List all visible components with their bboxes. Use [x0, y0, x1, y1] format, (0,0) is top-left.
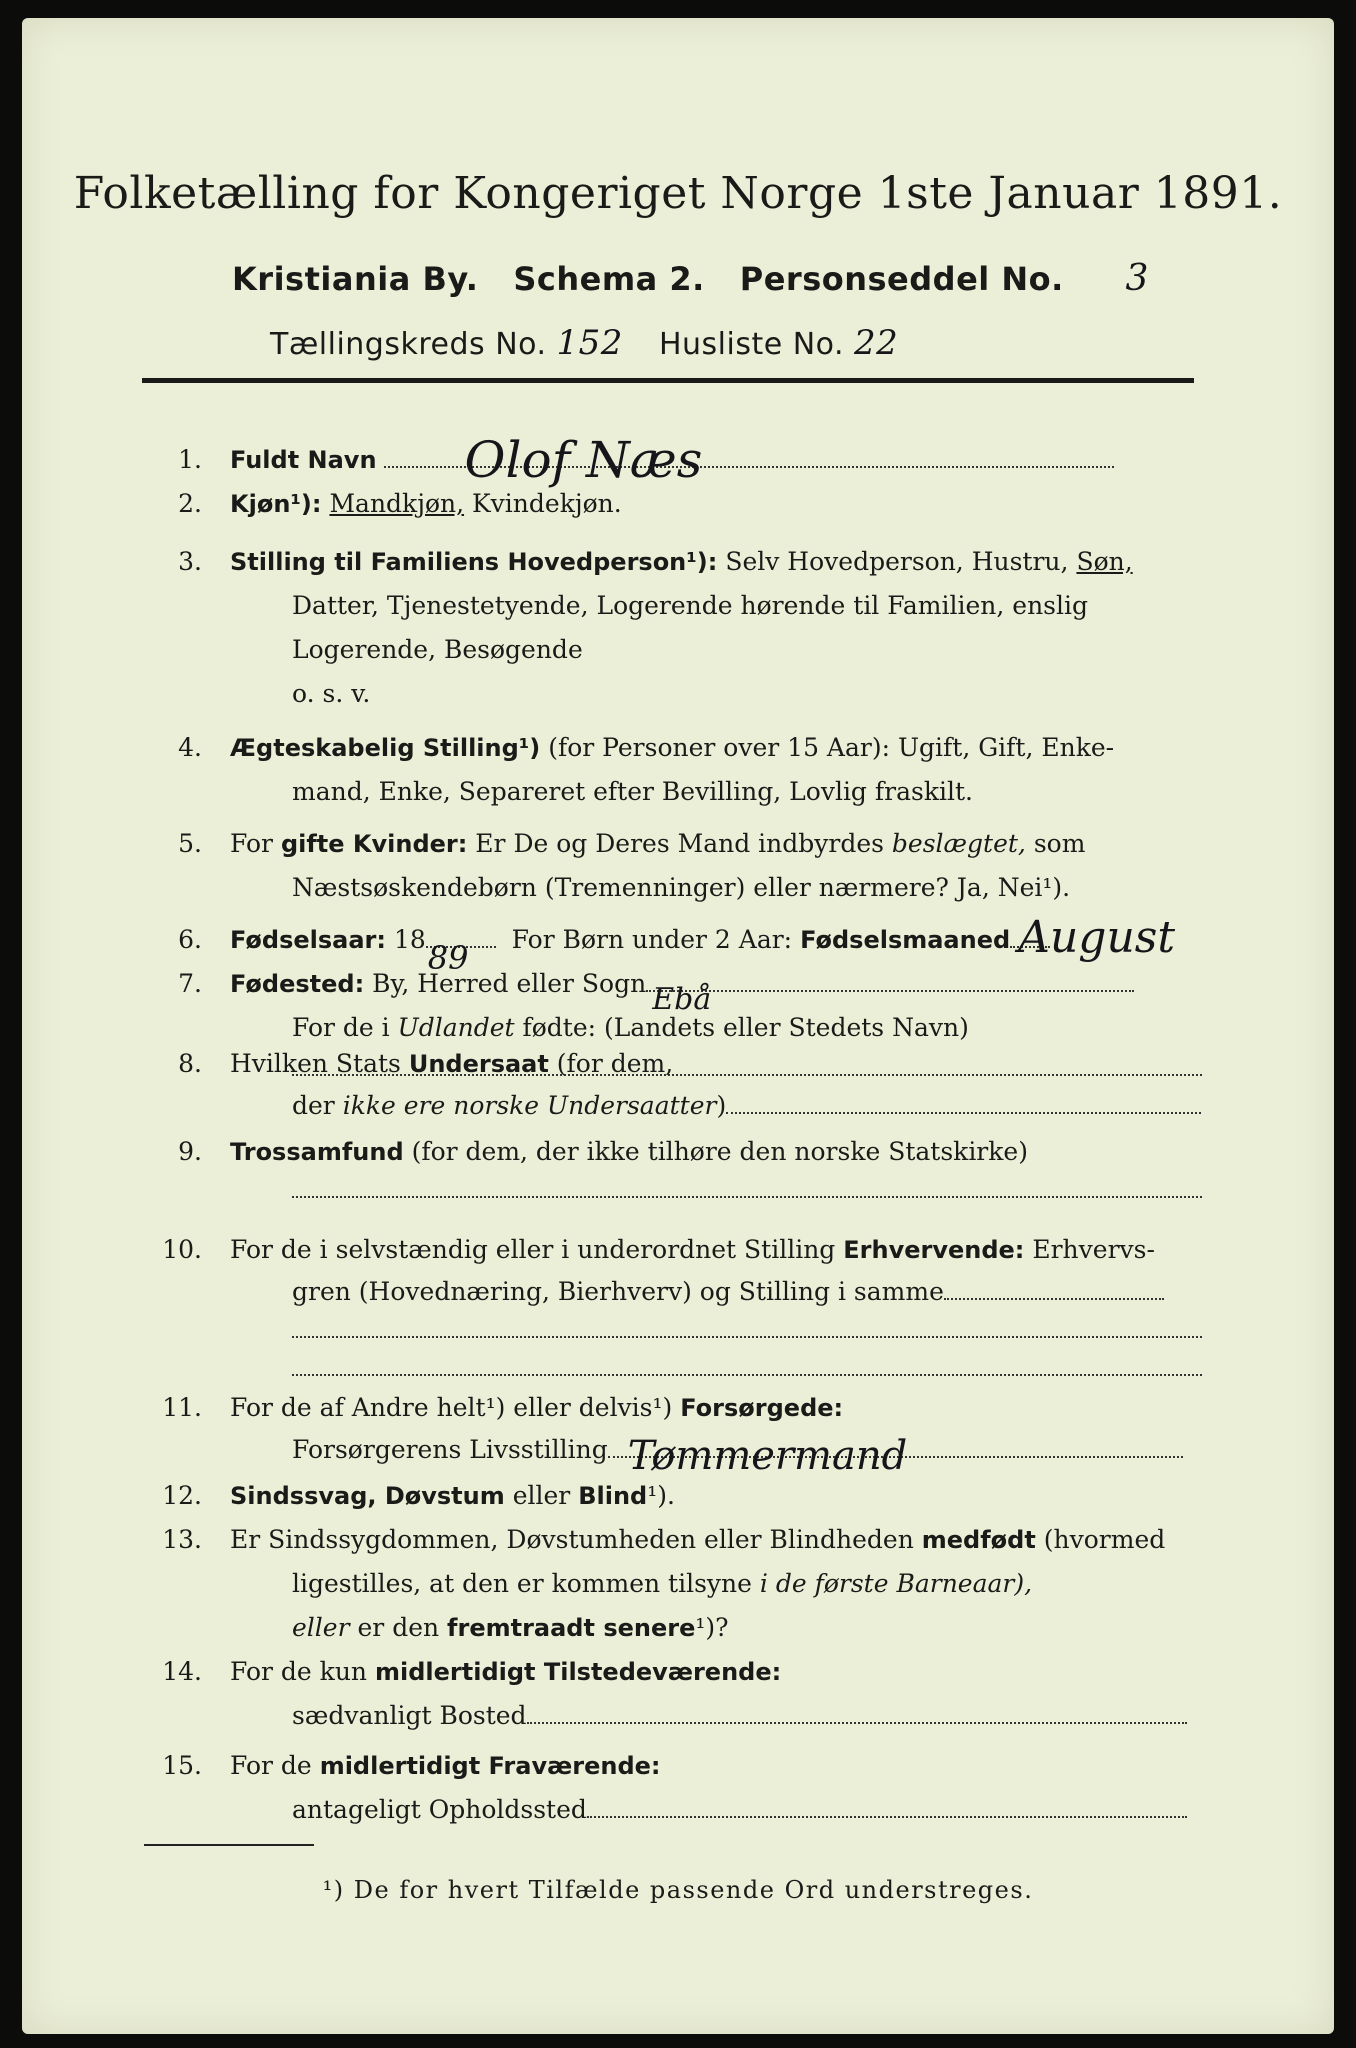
item-number: 11. — [162, 1393, 202, 1422]
full-name-label: Fuldt Navn — [230, 446, 377, 474]
item-text — [230, 1518, 1202, 1562]
item-text: mand, Enke, Separeret efter Bevilling, Lovlig fraskilt. — [292, 777, 973, 806]
disability-label: Sindssvag, Døvstum — [230, 1482, 505, 1510]
item-text — [230, 1386, 1202, 1430]
item-text-part: Forsørgerens Livsstilling — [292, 1435, 608, 1464]
item-text — [230, 912, 1202, 977]
sex-option-female: Kvindekjøn. — [472, 489, 622, 518]
item-text-italic: eller — [292, 1613, 350, 1642]
item-text-part: er den — [357, 1613, 440, 1642]
item-text: Logerende, Besøgende — [292, 635, 583, 664]
item-number: 3. — [178, 547, 202, 576]
item-text — [230, 962, 1202, 1017]
item-text — [230, 822, 1202, 866]
item-text-part: For de kun — [230, 1657, 368, 1686]
husliste-number: 22 — [854, 323, 899, 363]
birthplace-label: Fødested: — [230, 970, 365, 998]
birth-year-field[interactable] — [426, 939, 496, 977]
item-text-part: Er Sindssygdommen, Døvstumheden eller Blindheden — [230, 1525, 914, 1554]
provider-occupation-field[interactable] — [608, 1433, 1183, 1479]
probable-residence-field[interactable] — [587, 1816, 1187, 1818]
usual-residence-field[interactable] — [527, 1722, 1187, 1724]
item-text-part: For — [230, 829, 273, 858]
personseddel-label: Personseddel No. — [739, 260, 1064, 298]
item-number: 12. — [162, 1481, 202, 1510]
item-number: 4. — [178, 733, 202, 762]
item-text-part: ¹). — [647, 1481, 675, 1510]
city-label: Kristiania By. — [232, 260, 479, 298]
item-text-italic: Udlandet — [397, 1013, 515, 1042]
item-text-part: Er De og Deres Mand indbyrdes — [475, 829, 884, 858]
item-number: 13. — [162, 1525, 202, 1554]
item-text — [230, 1042, 1202, 1086]
acquired-later-label: fremtraadt senere — [447, 1614, 696, 1642]
item-text — [292, 1428, 1202, 1479]
sex-label: Kjøn¹): — [230, 490, 322, 518]
item-text — [292, 1694, 1202, 1738]
item-text-part: By, Herred eller Sogn — [372, 969, 647, 998]
citizenship-label: Undersaat — [408, 1050, 549, 1078]
item-text-part: For de i selvstændig eller i underordnet Stilling — [230, 1235, 836, 1264]
item-text — [230, 1474, 1202, 1518]
item-text-part: (for dem, der ikke tilhøre den norske Statskirke) — [411, 1137, 1028, 1166]
item-text-part: antageligt Opholdssted — [292, 1795, 587, 1824]
footnote-rule — [144, 1844, 314, 1846]
item-text — [230, 1650, 1202, 1694]
item-text-part: sædvanligt Bosted — [292, 1701, 527, 1730]
form-subheader-1 — [232, 258, 1149, 299]
item-number: 8. — [178, 1049, 202, 1078]
occupation-field-3[interactable] — [292, 1374, 1202, 1376]
temporary-absent-label: midlertidigt Fraværende: — [319, 1752, 661, 1780]
item-text-part: Erhvervs- — [1032, 1235, 1155, 1264]
congenital-label: medfødt — [921, 1526, 1036, 1554]
item-text — [230, 1228, 1202, 1272]
item-number: 10. — [162, 1235, 202, 1264]
occupation-field-2[interactable] — [292, 1336, 1202, 1338]
item-text — [230, 431, 1202, 489]
item-text-part: ¹)? — [695, 1613, 729, 1642]
birthplace-field[interactable] — [646, 982, 1134, 1017]
item-text-part: (hvormed — [1043, 1525, 1166, 1554]
item-text-part: For Børn under 2 Aar: — [511, 925, 793, 954]
item-text-part: For de i — [292, 1013, 390, 1042]
footnote: ¹) De for hvert Tilfælde passende Ord understreges. — [322, 1876, 1034, 1904]
item-number: 1. — [178, 445, 202, 474]
family-position-label: Stilling til Familiens Hovedperson¹): — [230, 548, 718, 576]
religion-label: Trossamfund — [230, 1138, 404, 1166]
blind-label: Blind — [578, 1482, 648, 1510]
item-text — [292, 1084, 1202, 1128]
item-text — [230, 1744, 1202, 1788]
supported-label: Forsørgede: — [680, 1394, 844, 1422]
item-text-part: ligestilles, at den er kommen tilsyne — [292, 1569, 752, 1598]
header-rule — [142, 378, 1194, 383]
birth-month-answer: August — [1018, 912, 1176, 963]
married-women-label: gifte Kvinder: — [280, 830, 468, 858]
item-text — [292, 1606, 1202, 1650]
temporary-present-label: midlertidigt Tilstedeværende: — [374, 1658, 782, 1686]
item-text-part: som — [1033, 829, 1086, 858]
family-position-selected: Søn, — [1076, 547, 1133, 576]
item-number: 6. — [178, 925, 202, 954]
item-number: 15. — [162, 1751, 202, 1780]
birth-year-label: Fødselsaar: — [230, 926, 386, 954]
item-text-part: For de — [230, 1751, 312, 1780]
religion-field[interactable] — [292, 1196, 1202, 1198]
marital-status-label: Ægteskabelig Stilling¹) — [230, 734, 541, 762]
item-text-italic: beslægtet, — [891, 829, 1026, 858]
item-text: Datter, Tjenestetyende, Logerende hørende til Familien, enslig — [292, 591, 1089, 620]
item-text — [292, 1788, 1202, 1832]
kreds-label: Tællingskreds No. — [270, 327, 547, 362]
item-text-part: gren (Hovednæring, Bierhverv) og Stilling i samme — [292, 1277, 944, 1306]
form-title: Folketælling for Kongeriget Norge 1ste Januar 1891. — [73, 168, 1283, 219]
occupation-field[interactable] — [944, 1298, 1164, 1300]
citizenship-field[interactable] — [726, 1112, 1201, 1114]
birth-month-label: Fødselsmaaned — [800, 926, 1011, 954]
family-position-options: Selv Hovedperson, Hustru, — [725, 547, 1069, 576]
provider-occupation-answer: Tømmermand — [627, 1433, 908, 1479]
item-number: 2. — [178, 489, 202, 518]
item-text-part: eller — [512, 1481, 571, 1510]
item-text — [230, 540, 1202, 584]
occupation-label: Erhvervende: — [843, 1236, 1025, 1264]
item-number: 9. — [178, 1137, 202, 1166]
husliste-label: Husliste No. — [658, 327, 845, 362]
item-number: 7. — [178, 969, 202, 998]
marital-status-options: (for Personer over 15 Aar): Ugift, Gift, Enke- — [548, 733, 1115, 762]
census-form-page — [22, 18, 1334, 2034]
sex-option-male: Mandkjøn, — [329, 489, 465, 518]
item-text-part: der — [292, 1091, 335, 1120]
item-number: 14. — [162, 1657, 202, 1686]
birth-year-answer: 89 — [427, 939, 469, 977]
full-name-answer: Olof Næs — [464, 431, 703, 489]
item-text — [230, 482, 1202, 526]
birthplace-answer: Ebå — [652, 982, 712, 1017]
item-text-part: Hvilken Stats — [230, 1049, 401, 1078]
full-name-field[interactable] — [384, 431, 1114, 489]
item-text-italic: ikke ere norske Undersaatter — [342, 1091, 717, 1120]
item-number: 5. — [178, 829, 202, 858]
schema-label: Schema 2. — [513, 260, 705, 298]
form-subheader-2 — [270, 323, 898, 363]
item-text — [292, 1562, 1202, 1606]
item-text — [230, 726, 1202, 770]
item-text-part: fødte: (Landets eller Stedets Navn) — [522, 1013, 969, 1042]
item-text-italic: i de første Barneaar), — [759, 1569, 1033, 1598]
kreds-number: 152 — [556, 323, 623, 363]
birth-month-field[interactable] — [1010, 912, 1176, 963]
item-text-part: For de af Andre helt¹) eller delvis¹) — [230, 1393, 673, 1422]
item-text: Næstsøskendebørn (Tremenninger) eller nærmere? Ja, Nei¹). — [292, 873, 1071, 902]
item-text: o. s. v. — [292, 679, 371, 708]
personseddel-number: 3 — [1125, 258, 1149, 299]
item-text-part: (for dem, — [556, 1049, 674, 1078]
birth-year-prefix: 18 — [393, 925, 426, 954]
item-text-part: ) — [716, 1091, 727, 1120]
